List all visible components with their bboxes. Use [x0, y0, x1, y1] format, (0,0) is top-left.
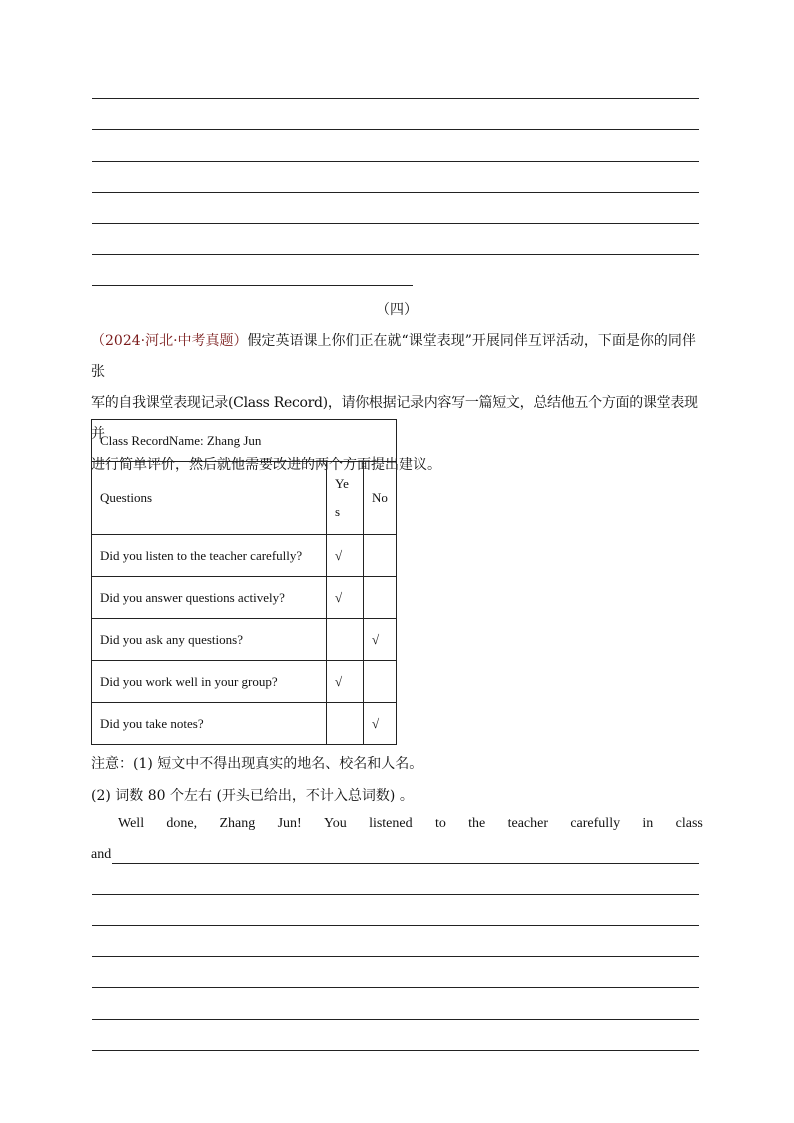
- row-yes: √: [327, 577, 364, 619]
- row-yes: √: [327, 661, 364, 703]
- answer-line: [92, 98, 699, 99]
- row-no: [364, 661, 397, 703]
- answer-line: [92, 956, 699, 957]
- row-no: [364, 535, 397, 577]
- answer-line: [92, 223, 699, 224]
- row-yes: [327, 703, 364, 745]
- section-number: （四）: [376, 302, 418, 318]
- answer-line: [92, 1019, 699, 1020]
- answer-line: [112, 863, 699, 864]
- row-question: Did you take notes?: [92, 703, 327, 745]
- note-1: 注意：(1) 短文中不得出现真实的地名、校名和人名。: [91, 756, 424, 772]
- row-no: [364, 577, 397, 619]
- table-row: [92, 619, 397, 661]
- row-question: Did you work well in your group?: [92, 661, 327, 703]
- prompt-line-3: 进行简单评价，然后就他需要改进的两个方面提出建议。: [91, 457, 441, 473]
- note-2: (2) 词数 80 个左右 (开头已给出，不计入总词数) 。: [91, 788, 414, 804]
- source-tag: （2024·河北·中考真题）: [91, 333, 248, 349]
- prompt-line-2: 军的自我课堂表现记录(Class Record)，请你根据记录内容写一篇短文，总结他五个方面的课堂表现并: [91, 395, 698, 442]
- table-row: [92, 703, 397, 745]
- header-no: No: [364, 462, 397, 535]
- answer-line: [92, 161, 699, 162]
- table-title: Class RecordName: Zhang Jun: [92, 420, 397, 462]
- row-no: √: [364, 619, 397, 661]
- row-yes: [327, 619, 364, 661]
- answer-line: [92, 925, 699, 926]
- answer-line: [92, 192, 699, 193]
- table-row: [92, 661, 397, 703]
- row-question: Did you answer questions actively?: [92, 577, 327, 619]
- answer-line: [92, 129, 699, 130]
- header-yes: Ye s: [327, 462, 364, 535]
- answer-line: [92, 894, 699, 895]
- answer-line: [92, 254, 699, 255]
- table-row: [92, 577, 397, 619]
- row-question: Did you ask any questions?: [92, 619, 327, 661]
- class-record-table: [91, 419, 397, 745]
- header-questions: Questions: [92, 462, 327, 535]
- answer-line-short: [92, 285, 413, 286]
- essay-continuation: and: [91, 847, 112, 862]
- prompt-line-1: （2024·河北·中考真题）假定英语课上你们正在就“课堂表现”开展同伴互评活动，下面是你的同伴张: [91, 333, 696, 380]
- answer-line: [92, 1050, 699, 1051]
- row-yes: √: [327, 535, 364, 577]
- row-no: √: [364, 703, 397, 745]
- table-row: [92, 535, 397, 577]
- row-question: Did you listen to the teacher carefully?: [92, 535, 327, 577]
- essay-opening: Well done, Zhang Jun! You listened to the teacher carefully in class: [118, 816, 703, 831]
- answer-line: [92, 987, 699, 988]
